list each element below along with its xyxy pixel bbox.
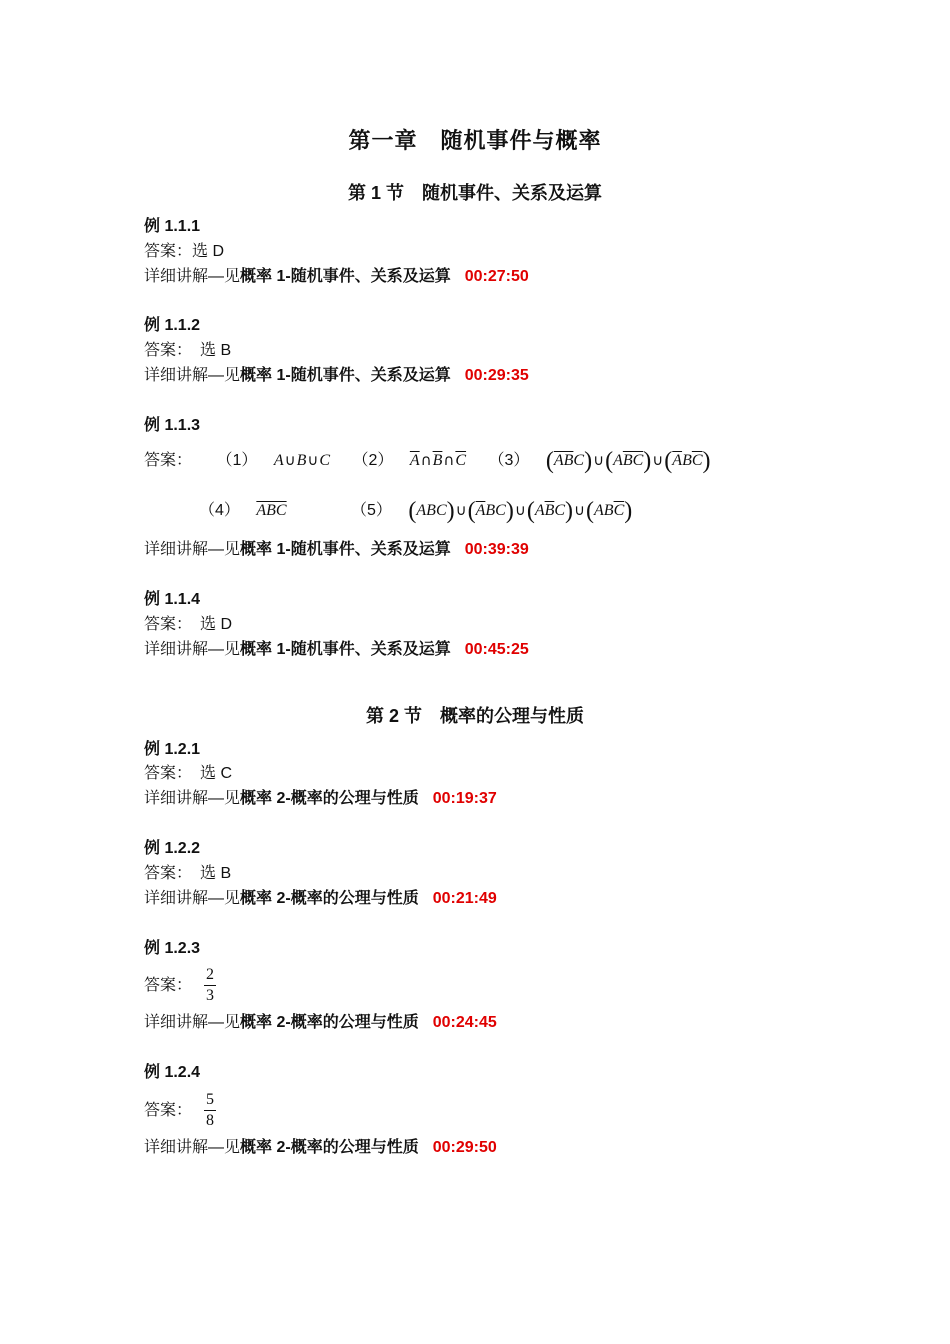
timestamp: 00:24:45 xyxy=(432,1014,497,1031)
detail-reference: 概率 2-概率的公理与性质 xyxy=(240,890,419,907)
detail-reference: 概率 1-随机事件、关系及运算 xyxy=(240,541,451,558)
example-title: 例 1.2.2 xyxy=(144,840,201,857)
detail-line xyxy=(144,1013,497,1033)
detail-line xyxy=(144,889,497,909)
fraction-numerator: 2 xyxy=(204,965,216,986)
answer-label: 答案： xyxy=(144,452,193,469)
answer-line xyxy=(144,341,231,361)
part-number: （4） xyxy=(199,502,240,519)
answer-label: 答案： xyxy=(144,616,193,633)
detail-label: 详细讲解—见 xyxy=(144,1139,241,1156)
answer-label: 答案： xyxy=(144,765,193,782)
answer-line-formulas-2 xyxy=(199,498,633,524)
answer-line xyxy=(144,864,231,884)
fraction-numerator: 5 xyxy=(204,1090,216,1111)
timestamp: 00:21:49 xyxy=(432,890,497,907)
section-title-1: 第 1 节 随机事件、关系及运算 xyxy=(347,183,602,203)
example-title: 例 1.1.2 xyxy=(144,317,201,334)
formula-4: $\overline{ABC}$ xyxy=(256,502,287,519)
detail-line xyxy=(144,540,529,560)
example-title: 例 1.1.1 xyxy=(144,218,201,235)
answer-fraction xyxy=(204,1090,216,1131)
part-number: （3） xyxy=(488,452,530,469)
formula-3: $(\overline{AB}C)\cup(A\overline{BC})\cup(\overline{A}B\overline{C})$ xyxy=(545,448,711,474)
answer-value: 选 C xyxy=(200,765,233,782)
formula-5: $(ABC)\cup(\overline{A}BC)\cup(A\overline{B}C)\cup(AB\overline{C})$ xyxy=(408,498,633,524)
detail-reference: 概率 2-概率的公理与性质 xyxy=(240,1014,419,1031)
detail-reference: 概率 2-概率的公理与性质 xyxy=(240,1139,419,1156)
detail-reference: 概率 1-随机事件、关系及运算 xyxy=(240,268,451,285)
answer-value: 选 D xyxy=(192,243,225,260)
timestamp: 00:45:25 xyxy=(464,641,529,658)
answer-line xyxy=(144,1090,216,1132)
detail-label: 详细讲解—见 xyxy=(144,541,241,558)
answer-line xyxy=(144,242,224,262)
timestamp: 00:27:50 xyxy=(464,268,529,285)
timestamp: 00:39:39 xyxy=(464,541,529,558)
answer-line xyxy=(144,615,232,635)
detail-label: 详细讲解—见 xyxy=(144,367,241,384)
fraction-denominator: 8 xyxy=(206,1112,215,1130)
detail-reference: 概率 2-概率的公理与性质 xyxy=(240,790,419,807)
detail-label: 详细讲解—见 xyxy=(144,641,241,658)
detail-reference: 概率 1-随机事件、关系及运算 xyxy=(240,641,451,658)
answer-fraction xyxy=(204,965,216,1006)
answer-label: 答案： xyxy=(144,1102,193,1119)
answer-line-formulas-1 xyxy=(144,448,711,474)
timestamp: 00:29:35 xyxy=(464,367,529,384)
answer-label: 答案： xyxy=(144,243,193,260)
detail-label: 详细讲解—见 xyxy=(144,1014,241,1031)
example-title: 例 1.2.1 xyxy=(144,741,201,758)
timestamp: 00:19:37 xyxy=(432,790,497,807)
example-title: 例 1.1.3 xyxy=(144,417,201,434)
detail-line xyxy=(144,366,529,386)
answer-line xyxy=(144,764,232,784)
part-number: （2） xyxy=(352,452,394,469)
detail-label: 详细讲解—见 xyxy=(144,790,241,807)
fraction-denominator: 3 xyxy=(206,987,215,1005)
answer-value: 选 D xyxy=(200,616,233,633)
answer-line xyxy=(144,965,216,1007)
detail-line xyxy=(144,267,529,287)
formula-1: A∪B∪C xyxy=(273,451,331,469)
answer-label: 答案： xyxy=(144,342,193,359)
part-number: （1） xyxy=(216,452,258,469)
answer-label: 答案： xyxy=(144,865,193,882)
detail-line xyxy=(144,789,497,809)
timestamp: 00:29:50 xyxy=(432,1139,497,1156)
example-title: 例 1.1.4 xyxy=(144,591,201,608)
answer-value: 选 B xyxy=(200,865,232,882)
example-title: 例 1.2.4 xyxy=(144,1064,201,1081)
example-title: 例 1.2.3 xyxy=(144,940,201,957)
detail-label: 详细讲解—见 xyxy=(144,890,241,907)
detail-line xyxy=(144,640,529,660)
detail-line xyxy=(144,1138,497,1158)
formula-2: $\overline{A}\cap\overline{B}\cap\overline{C}$ xyxy=(409,451,467,469)
part-number: （5） xyxy=(351,502,392,519)
answer-value: 选 B xyxy=(200,342,232,359)
detail-label: 详细讲解—见 xyxy=(144,268,241,285)
chapter-title: 第一章 随机事件与概率 xyxy=(348,128,602,153)
answer-label: 答案： xyxy=(144,977,193,994)
detail-reference: 概率 1-随机事件、关系及运算 xyxy=(240,367,451,384)
section-title-2: 第 2 节 概率的公理与性质 xyxy=(365,706,584,726)
